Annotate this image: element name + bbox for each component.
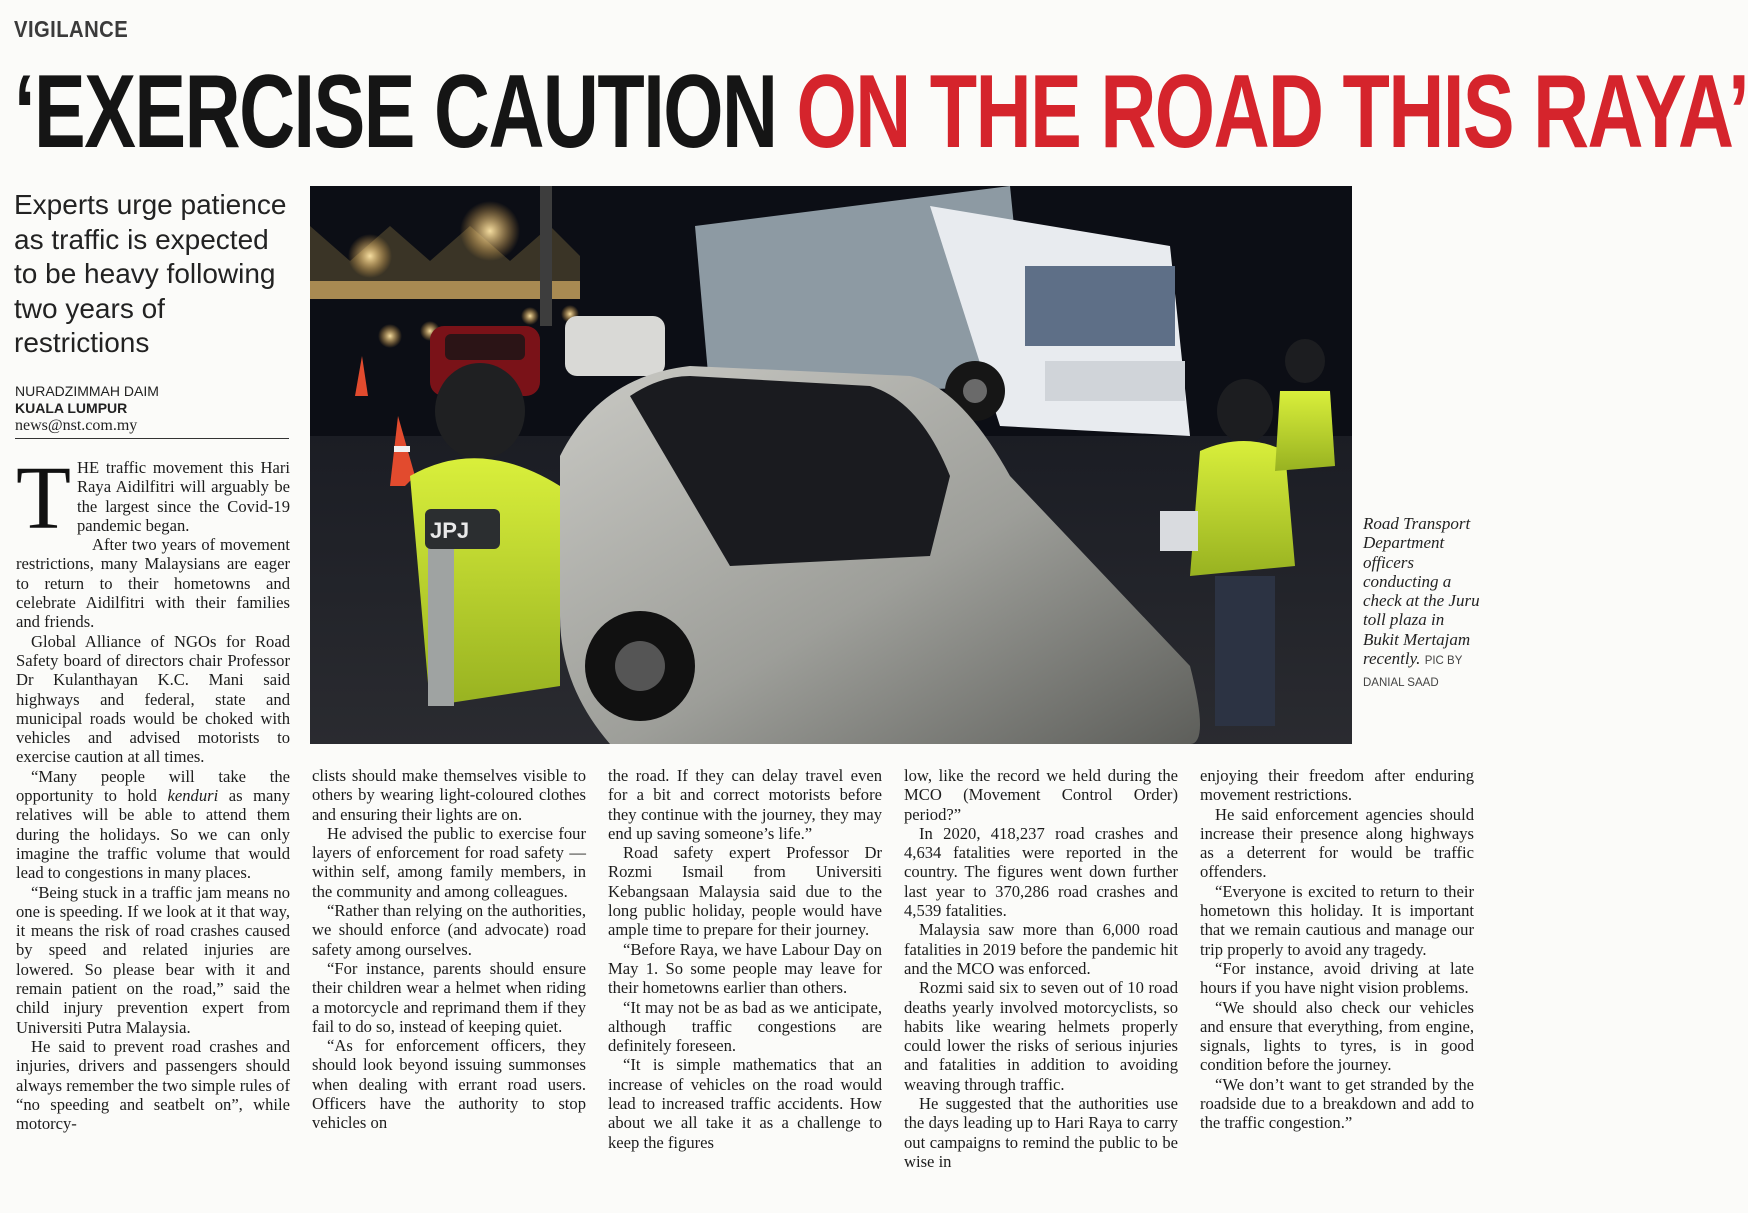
article-paragraph: He suggested that the authorities use the days leading up to Hari Raya to carry out campaigns to remind the public to be wise in: [904, 1094, 1178, 1171]
article-paragraph: “We don’t want to get stranded by the roadside due to a breakdown and add to the traffic congestion.”: [1200, 1074, 1474, 1133]
article-paragraph: enjoying their freedom after enduring movement restrictions.: [1200, 766, 1474, 805]
section-tag: VIGILANCE: [14, 16, 129, 42]
article-paragraph: “It may not be as bad as we anticipate, although traffic congestions are definitely foreseen.: [608, 997, 882, 1056]
article-paragraph: “Being stuck in a traffic jam means no one is speeding. If we look at it that way, it means the risk of road crashes caused by speed and related injuries are lowered. So please bear with it and remain patient on the road,” said the child injury prevention expert from Universiti Putra Malaysia.: [16, 882, 290, 1037]
article-paragraph: “For instance, parents should ensure their children wear a helmet when riding a motorcycle and reprimand them if they fail to do so, instead of keeping quiet.: [312, 958, 586, 1036]
article-paragraph: “As for enforcement officers, they should look beyond issuing summonses when dealing with errant road users. Officers have the authority to stop vehicles on: [312, 1036, 586, 1133]
caption-text: Road Transport Department officers conducting a check at the Juru toll plaza in Bukit Mertajam recently.: [1363, 514, 1480, 669]
article-paragraph: Malaysia saw more than 6,000 road fatalities in 2019 before the pandemic hit and the MCO was enforced.: [904, 920, 1178, 978]
byline-place: KUALA LUMPUR: [15, 400, 128, 416]
article-paragraph: He advised the public to exercise four layers of enforcement for road safety — within self, among family members, in the community and among colleagues.: [312, 823, 586, 901]
article-paragraph: He said enforcement agencies should increase their presence along highways as a deterrent for would be traffic offenders.: [1200, 804, 1474, 882]
article-paragraph: “It is simple mathematics that an increase of vehicles on the road would lead to increased traffic accidents. How about we all take it as a challenge to keep the figures: [608, 1055, 882, 1152]
photo-caption: [1363, 514, 1483, 694]
article-paragraph: the road. If they can delay travel even for a bit and correct motorists before they continue with the journey, they may end up saving someone’s life.”: [608, 766, 882, 843]
article-paragraph: “Before Raya, we have Labour Day on May 1. So some people may leave for their hometowns earlier than others.: [608, 939, 882, 998]
article-paragraph: “Rather than relying on the authorities, we should enforce (and advocate) road safety among ourselves.: [312, 901, 586, 959]
byline-author: NURADZIMMAH DAIM: [15, 383, 159, 399]
article-paragraph: “We should also check our vehicles and ensure that everything, from engine, signals, lights to tyres, is in good condition before the journey.: [1200, 997, 1474, 1075]
italic-term: kenduri: [167, 786, 219, 806]
toll-plaza-photo-illustration: [310, 186, 1352, 744]
article-paragraph: “Everyone is excited to return to their hometown this holiday. It is important that we remain cautious and manage our trip properly to avoid any tragedy.: [1200, 881, 1474, 959]
text-run: “Many people will take the opportunity to hold: [16, 766, 290, 806]
article-paragraph: low, like the record we held during the MCO (Movement Control Order) period?”: [904, 766, 1178, 824]
article-column-1: [16, 449, 290, 1134]
article-column-4: [904, 766, 1178, 1171]
byline-email: news@nst.com.my: [15, 417, 138, 434]
vest-badge-text: JPJ: [430, 518, 470, 543]
standfirst: Experts urge patience as traffic is expected to be heavy following two years of restrictions: [14, 189, 287, 358]
article-paragraph: Global Alliance of NGOs for Road Safety board of directors chair Professor Dr Kulanthayan K.C. Mani said highways and federal, state and municipal roads would be choked with vehicles and advised motorists to exercise caution at all times.: [16, 631, 290, 767]
text-run: as many relatives will be able to attend them during the holidays. So we can only imagine the traffic volume that would lead to congestions in many places.: [16, 786, 290, 883]
byline: [15, 383, 289, 434]
drop-cap: T: [16, 449, 71, 548]
headline-part-black: ‘EXERCISE CAUTION: [14, 54, 777, 170]
lead-text: traffic movement this Hari Raya Aidilfitri will arguably be the largest since the Covid-19 pandemic began.: [76, 458, 290, 535]
article-paragraph: He said to prevent road crashes and injuries, drivers and passengers should always remember the two simple rules of “no speeding and seatbelt on”, while motorcy-: [16, 1036, 290, 1134]
article-paragraph: “For instance, avoid driving at late hours if you have night vision problems.: [1200, 958, 1474, 998]
article-paragraph: Road safety expert Professor Dr Rozmi Ismail from Universiti Kebangsaan Malaysia said due to the long public holiday, people would have ample time to prepare for their journey.: [608, 843, 882, 940]
lead-caps: HE: [76, 458, 100, 477]
article-paragraph: In 2020, 418,237 road crashes and 4,634 fatalities were reported in the country. The figures went down further last year to 370,286 road crashes and 4,539 fatalities.: [904, 823, 1178, 921]
headline: [14, 54, 1748, 170]
article-paragraph: Rozmi said six to seven out of 10 road deaths yearly involved motorcyclists, so habits like wearing helmets properly could lower the risks of serious injuries and fatalities in addition to avoiding weaving through traffic.: [904, 978, 1178, 1094]
article-paragraph: [16, 449, 290, 548]
news-photo: [310, 186, 1352, 744]
byline-divider: [15, 438, 289, 439]
article-column-3: [608, 766, 882, 1152]
photo-credit: PIC BY DANIAL SAAD: [1363, 655, 1463, 690]
article-paragraph: [16, 767, 290, 883]
article-paragraph: After two years of movement restrictions, many Malaysians are eager to return to their hometowns and celebrate Aidilfitri with their families and friends.: [16, 535, 290, 632]
article-column-2: [312, 766, 586, 1133]
headline-part-red: ON THE ROAD THIS RAYA’: [796, 54, 1748, 170]
article-paragraph: clists should make themselves visible to others by wearing light-coloured clothes and ensuring their lights are on.: [312, 766, 586, 824]
article-column-5: [1200, 766, 1474, 1133]
